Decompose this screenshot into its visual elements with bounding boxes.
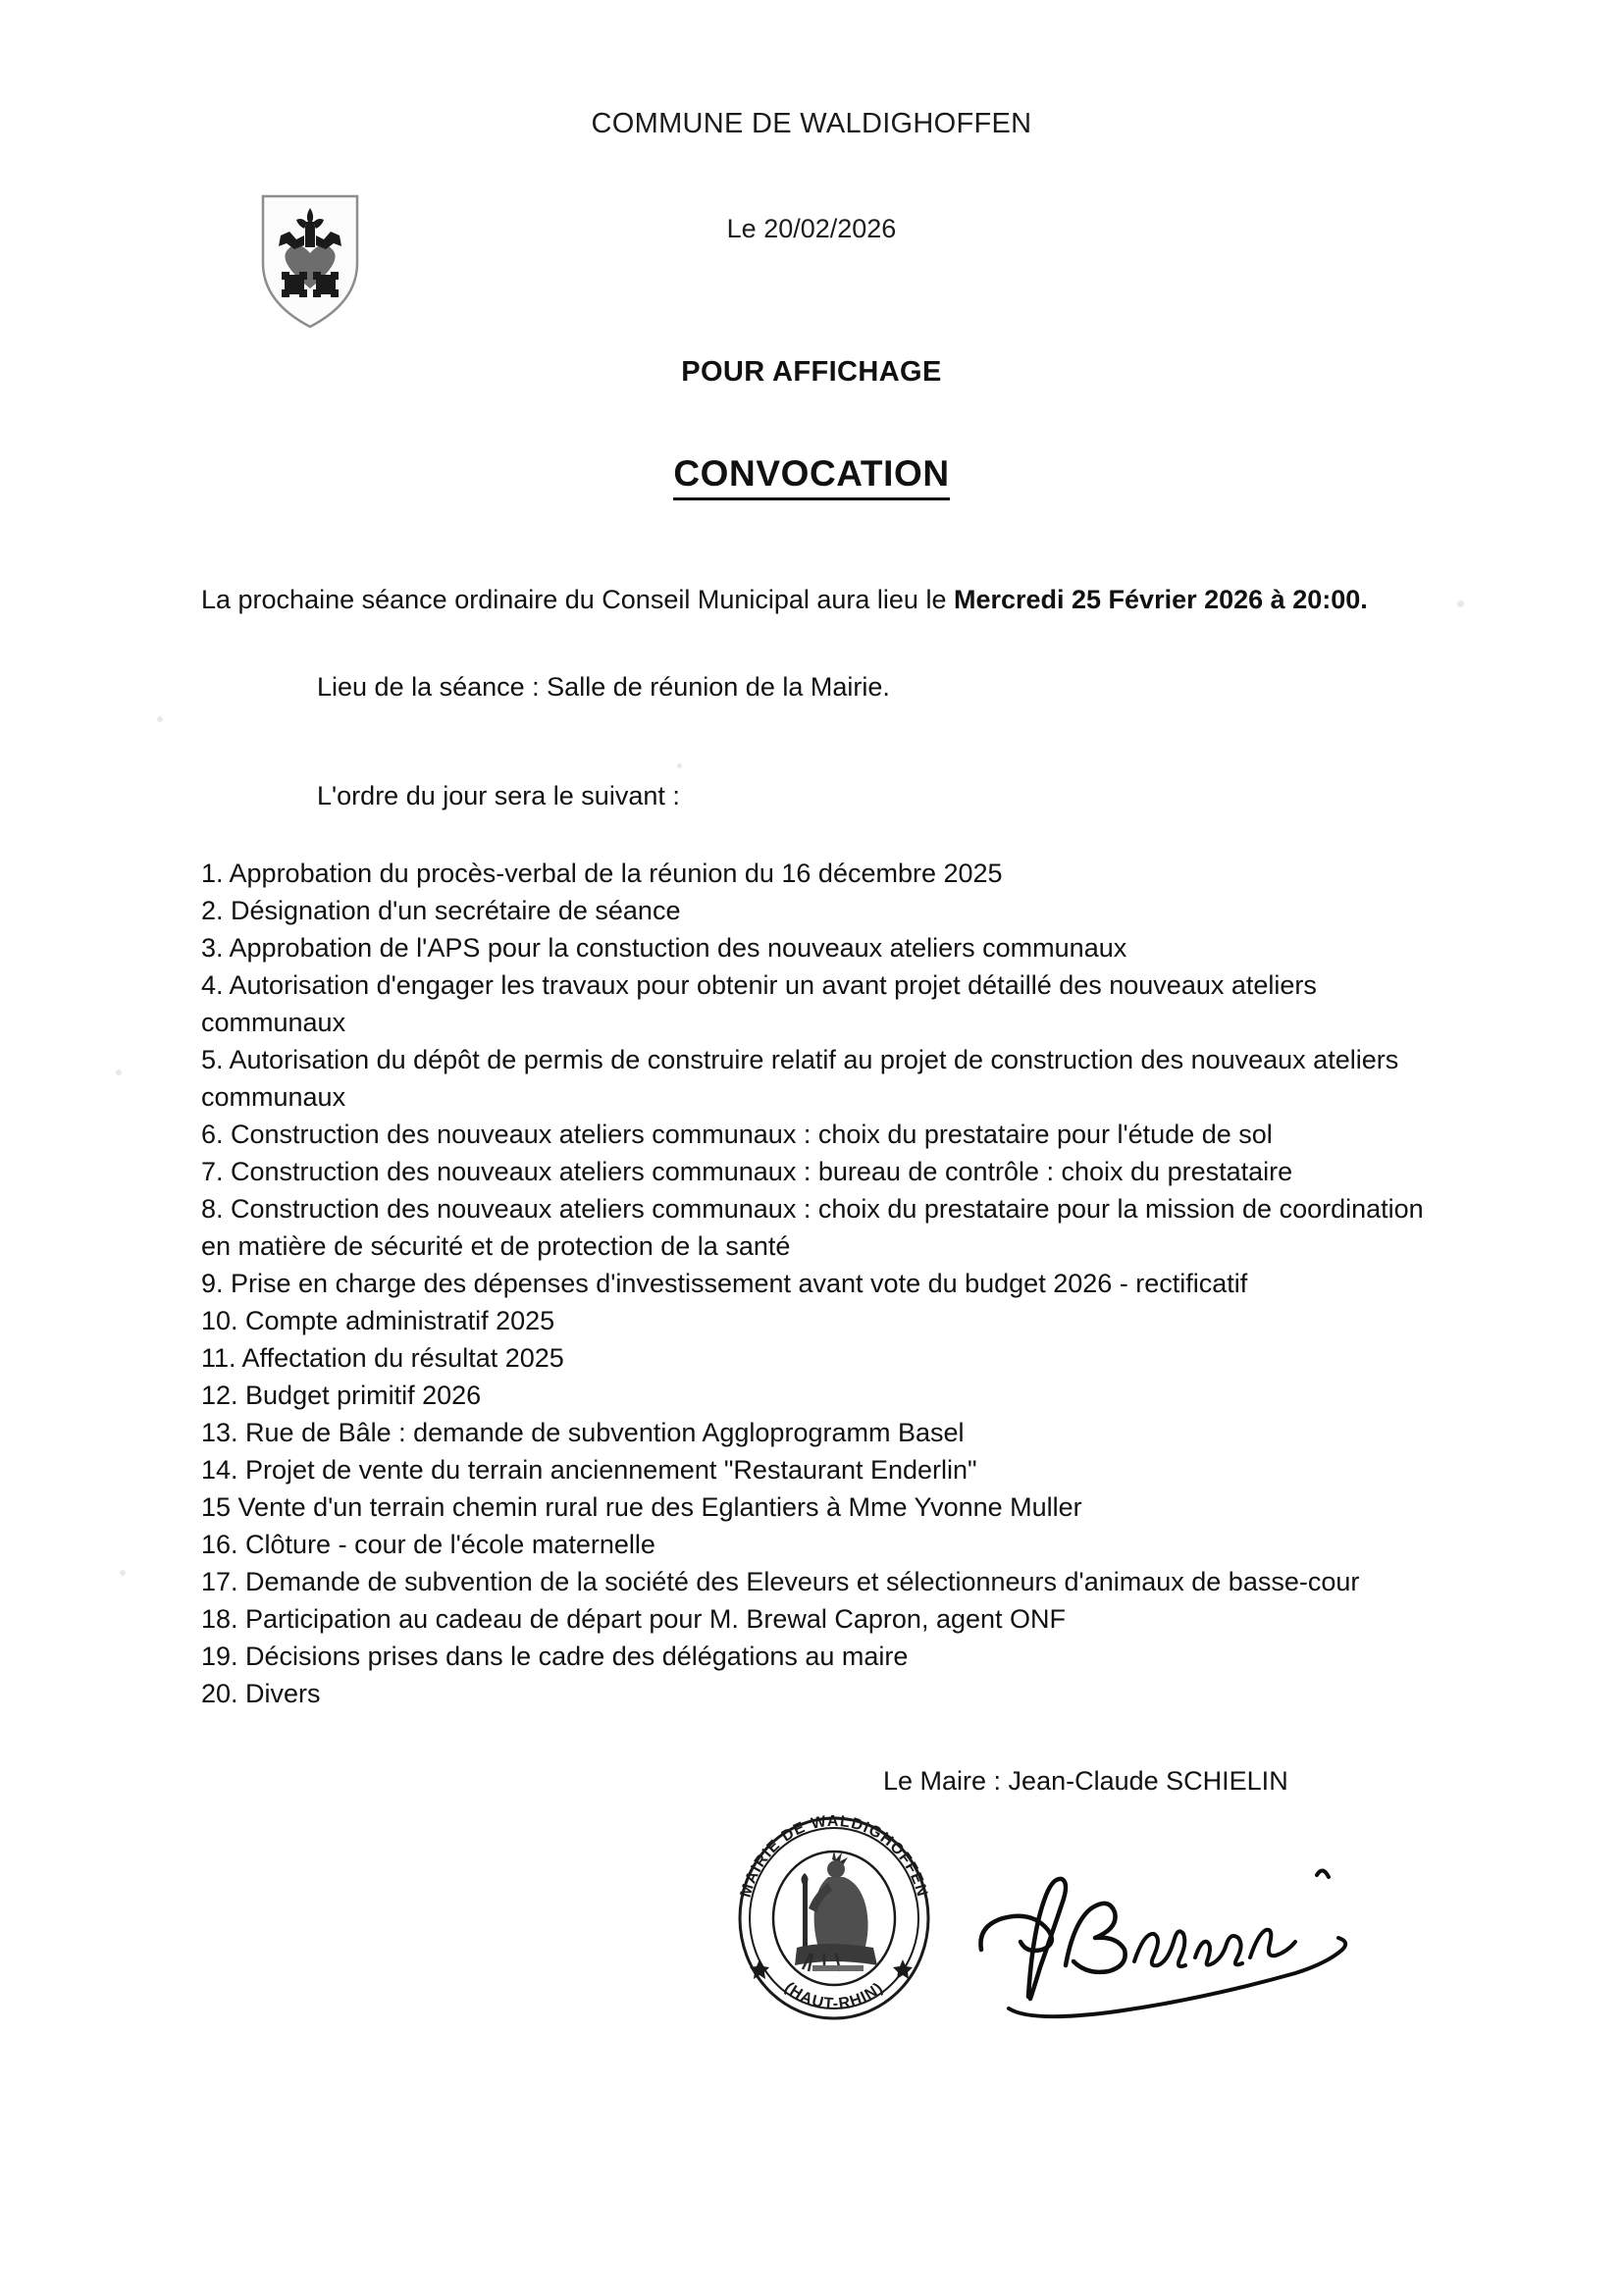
intro-text-bold: Mercredi 25 Février 2026 à 20:00. (953, 585, 1368, 614)
list-item: 11. Affectation du résultat 2025 (201, 1343, 564, 1373)
intro-text-regular: La prochaine séance ordinaire du Conseil Municipal aura lieu le (201, 585, 954, 614)
list-item: 3. Approbation de l'APS pour la constuction des nouveaux ateliers communaux (201, 933, 1127, 963)
page-title (0, 453, 1623, 495)
list-item: 15 Vente d'un terrain chemin rural rue des Eglantiers à Mme Yvonne Muller (201, 1492, 1082, 1522)
list-item: 8. Construction des nouveaux ateliers communaux : choix du prestataire pour la mission de coordination en matière de sécurité et de protection de la santé (201, 1194, 1424, 1261)
list-item: 4. Autorisation d'engager les travaux pour obtenir un avant projet détaillé des nouveaux ateliers communaux (201, 970, 1317, 1037)
list-item: 12. Budget primitif 2026 (201, 1381, 482, 1410)
document-body (201, 581, 1438, 1712)
list-item: 20. Divers (201, 1679, 321, 1708)
official-round-stamp-icon (726, 1810, 942, 2021)
list-item: 17. Demande de subvention de la société des Eleveurs et sélectionneurs d'animaux de basse-cour (201, 1567, 1360, 1596)
agenda-list (201, 855, 1438, 1712)
list-item: 1. Approbation du procès-verbal de la réunion du 16 décembre 2025 (201, 859, 1003, 888)
list-item: 5. Autorisation du dépôt de permis de construire relatif au projet de construction des nouveaux ateliers communaux (201, 1045, 1399, 1112)
stamp-bottom-text: (HAUT-RHIN) (781, 1979, 887, 2013)
list-item: 2. Désignation d'un secrétaire de séance (201, 896, 681, 925)
waldighoffen-coat-of-arms-icon (257, 192, 363, 330)
list-item: 19. Décisions prises dans le cadre des délégations au maire (201, 1642, 909, 1671)
list-item: 6. Construction des nouveaux ateliers communaux : choix du prestataire pour l'étude de sol (201, 1120, 1273, 1149)
scan-artifact (1457, 600, 1464, 607)
meeting-location: Lieu de la séance : Salle de réunion de la Mairie. (317, 672, 890, 702)
handwritten-signature-icon (971, 1840, 1364, 2021)
commune-title: COMMUNE DE WALDIGHOFFEN (591, 108, 1032, 139)
list-item: 14. Projet de vente du terrain anciennement "Restaurant Enderlin" (201, 1455, 977, 1485)
list-item: 7. Construction des nouveaux ateliers communaux : bureau de contrôle : choix du prestataire (201, 1157, 1293, 1186)
list-item: 10. Compte administratif 2025 (201, 1306, 555, 1335)
document-date: Le 20/02/2026 (726, 214, 897, 243)
scan-artifact (116, 1070, 122, 1075)
scan-artifact (157, 716, 163, 722)
intro-paragraph (201, 581, 1438, 619)
list-item: 9. Prise en charge des dépenses d'investissement avant vote du budget 2026 - rectificatif (201, 1269, 1248, 1298)
mayor-name-line: Le Maire : Jean-Claude SCHIELIN (883, 1766, 1288, 1796)
notice-heading: POUR AFFICHAGE (681, 356, 942, 388)
list-item: 13. Rue de Bâle : demande de subvention Aggloprogramm Basel (201, 1418, 965, 1447)
list-item: 16. Clôture - cour de l'école maternelle (201, 1530, 655, 1559)
agenda-intro: L'ordre du jour sera le suivant : (317, 781, 680, 810)
stamp-top-text: MAIRIE DE WALDIGHOFFEN (737, 1812, 931, 1900)
page-title-text: CONVOCATION (673, 453, 949, 500)
scan-artifact (120, 1570, 126, 1576)
list-item: 18. Participation au cadeau de départ pour M. Brewal Capron, agent ONF (201, 1604, 1067, 1634)
